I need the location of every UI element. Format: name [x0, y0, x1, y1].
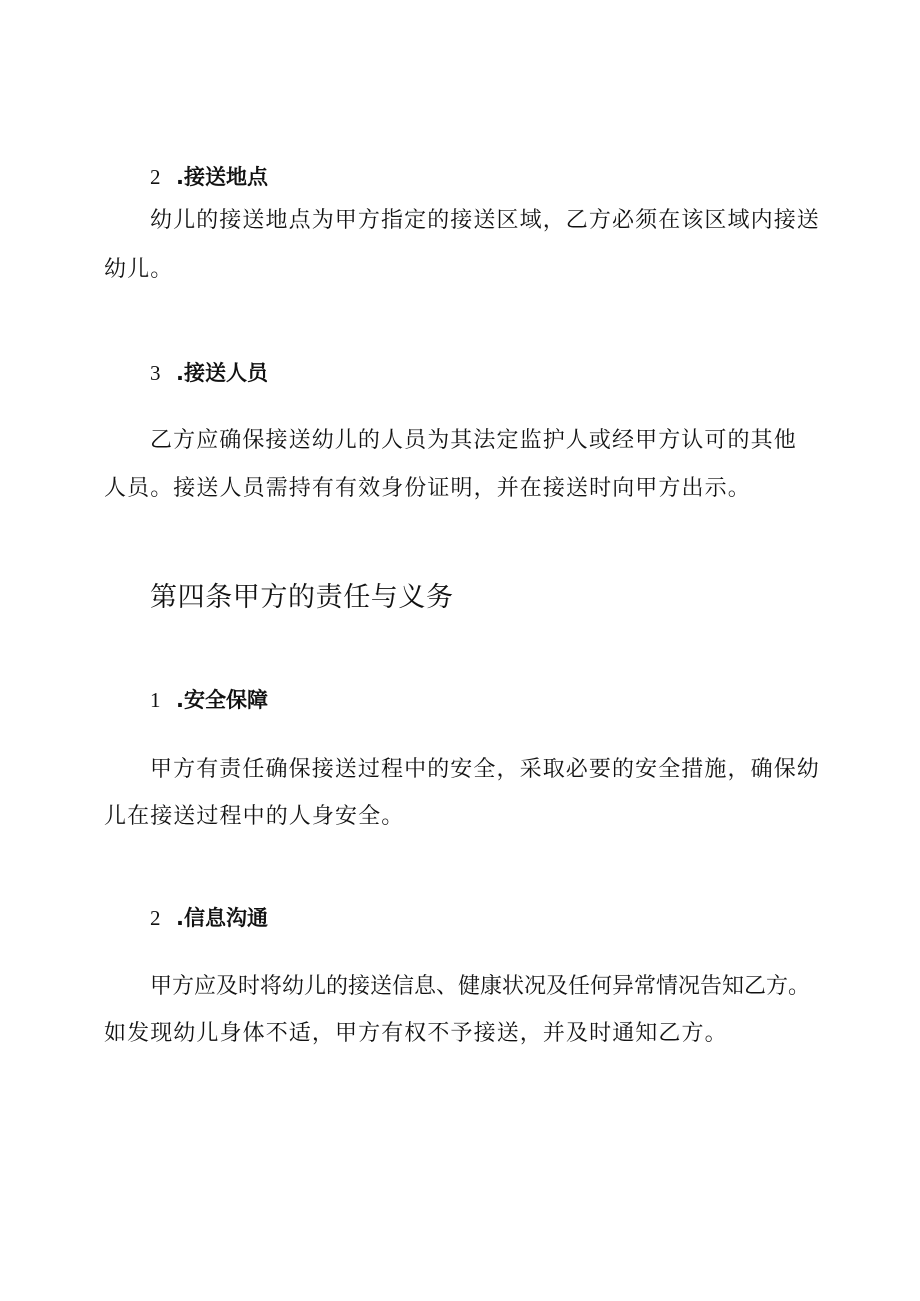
paragraph-line: 幼儿。: [104, 257, 174, 282]
clause-number: 2: [150, 906, 161, 930]
paragraph-line: 如发现幼儿身体不适，甲方有权不予接送，并及时通知乙方。: [104, 1021, 728, 1046]
paragraph-line: 儿在接送过程中的人身安全。: [104, 804, 405, 829]
paragraph-line: 人员。接送人员需持有有效身份证明，并在接送时向甲方出示。: [104, 476, 751, 501]
clause-title: .安全保障: [176, 688, 268, 712]
clause-heading-pickup-personnel: [150, 358, 450, 388]
paragraph-line: 乙方应确保接送幼儿的人员为其法定监护人或经甲方认可的其他: [150, 428, 797, 453]
paragraph-line: 甲方有责任确保接送过程中的安全，采取必要的安全措施，确保幼: [150, 757, 820, 782]
clause-title: .接送地点: [176, 165, 268, 189]
clause-heading-pickup-location: [150, 162, 450, 192]
article-heading: 第四条甲方的责任与义务: [150, 582, 454, 613]
paragraph-line: 幼儿的接送地点为甲方指定的接送区域，乙方必须在该区域内接送: [150, 208, 820, 233]
clause-heading-safety: [150, 685, 450, 715]
clause-title: .接送人员: [176, 361, 268, 385]
clause-number: 3: [150, 361, 161, 385]
paragraph-line: 甲方应及时将幼儿的接送信息、健康状况及任何异常情况告知乙方。: [150, 974, 811, 999]
clause-number: 1: [150, 688, 161, 712]
clause-title: .信息沟通: [176, 906, 268, 930]
clause-number: 2: [150, 165, 161, 189]
clause-heading-communication: [150, 903, 450, 933]
